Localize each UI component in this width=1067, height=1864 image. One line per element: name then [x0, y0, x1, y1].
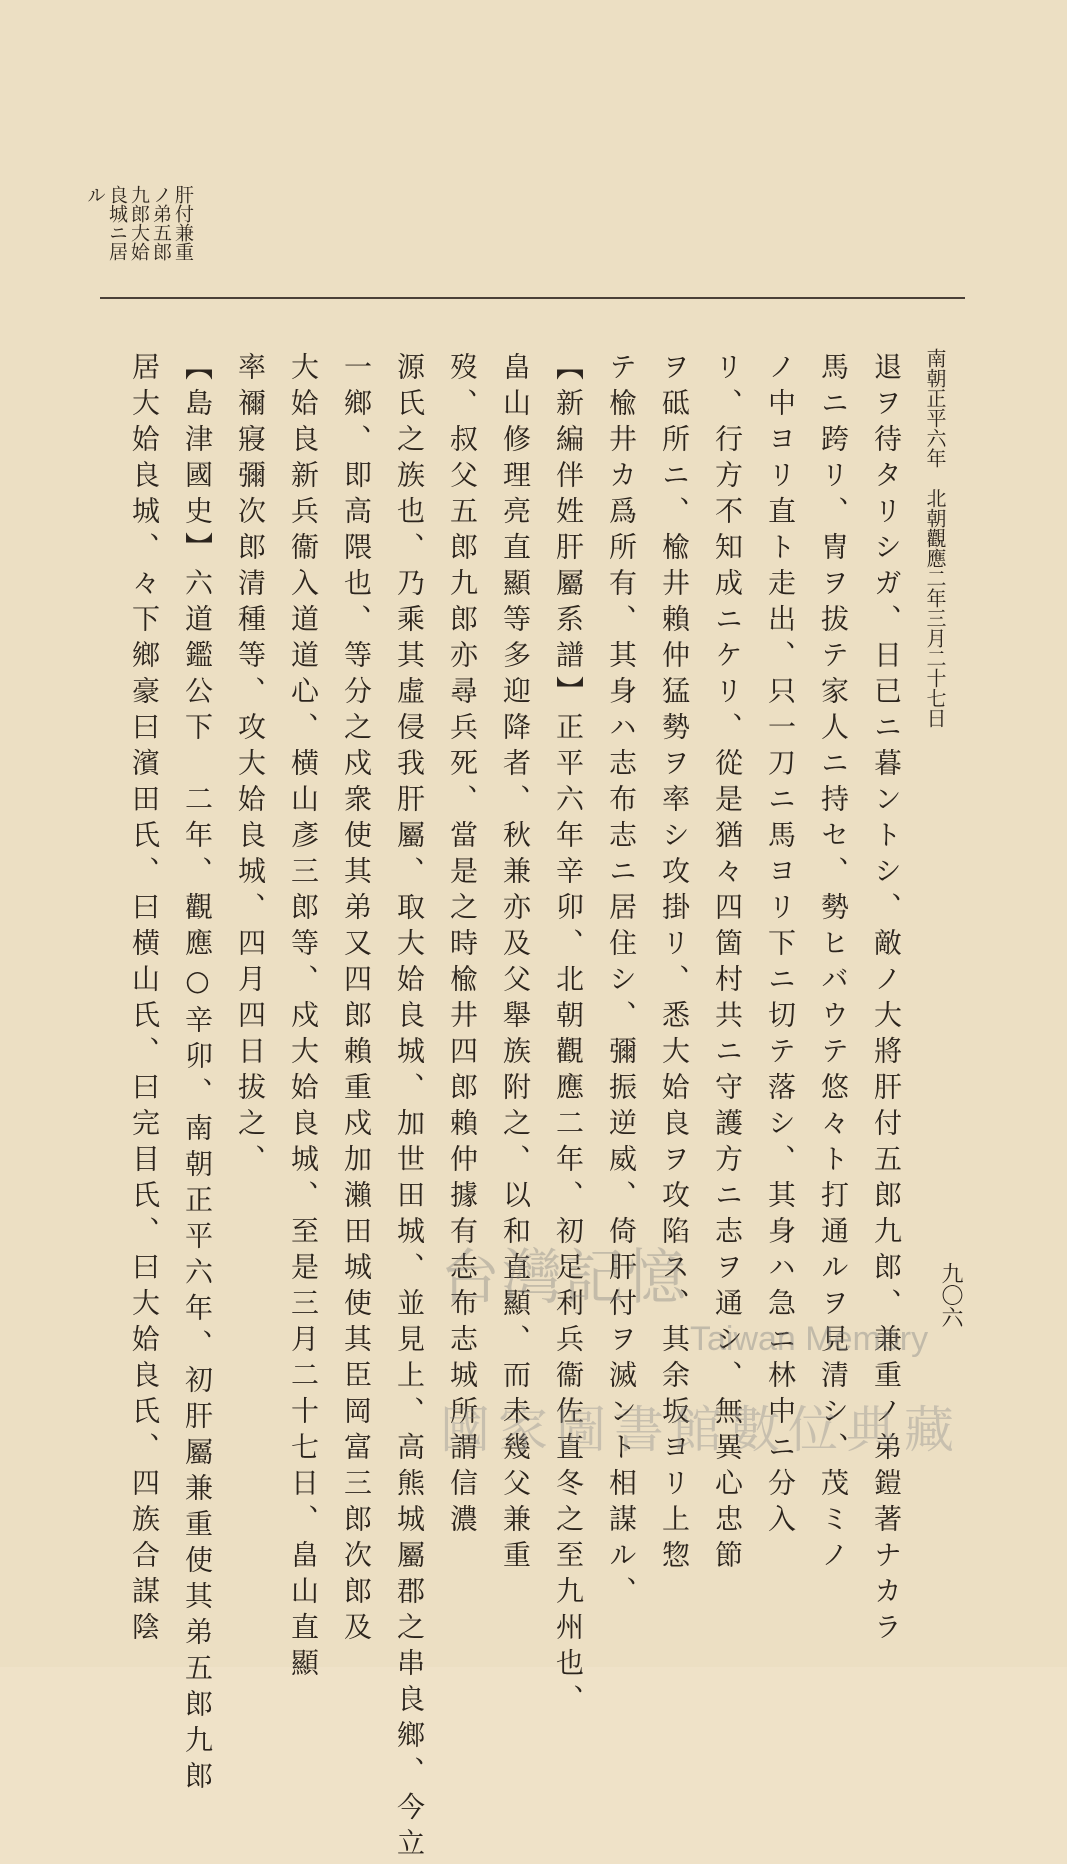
watermark-text: Taiwan Memory	[690, 1320, 929, 1358]
text-column: 居大姶良城、々下鄉豪曰濱田氏、曰横山氏、曰完目氏、曰大姶良氏、四族合謀陰	[128, 352, 161, 1648]
margin-note-line: 九郎大姶	[128, 185, 150, 261]
margin-note-line: 良城ニ居	[106, 185, 128, 261]
text-column: 歿、叔父五郎九郎亦尋兵死、當是之時楡井四郎賴仲據有志布志城所謂信濃	[446, 352, 479, 1540]
text-column: 【新編伴姓肝屬系譜】正平六年辛卯、北朝觀應二年、初足利兵衞佐直冬之至九州也、	[552, 352, 585, 1720]
text-column: テ楡井カ爲所有、其身ハ志布志ニ居住シ、彌振逆威、倚肝付ヲ滅ント相謀ル、	[605, 352, 638, 1612]
running-head: 南朝正平六年 北朝觀應二年三月二十七日	[923, 348, 947, 728]
page-number: 九〇六	[938, 1262, 963, 1328]
header-rule	[100, 297, 965, 299]
text-column: ノ中ヨリ直ト走出、只一刀ニ馬ヨリ下ニ切テ落シ、其身ハ急ニ林中ニ分入	[764, 352, 797, 1540]
text-column: 大姶良新兵衞入道道心、横山彥三郎等、戍大姶良城、至是三月二十七日、畠山直顯	[287, 352, 320, 1684]
text-column: リ、行方不知成ニケリ、從是猶々四箇村共ニ守護方ニ志ヲ通シ、無異心忠節	[711, 352, 744, 1576]
text-column: 【島津國史】六道鑑公下 二年、觀應○辛卯、南朝正平六年、初肝屬兼重使其弟五郎九郎	[181, 352, 214, 1797]
text-column: 退ヲ待タリシガ、日已ニ暮ントシ、敵ノ大將肝付五郎九郎、兼重ノ弟鎧著ナカラ	[870, 352, 903, 1648]
text-column: 馬ニ跨リ、冑ヲ拔テ家人ニ持セ、勢ヒバウテ悠々ト打通ルヲ見清シ、茂ミノ	[817, 352, 850, 1576]
watermark-text: 國家圖書館數位典藏	[440, 1401, 962, 1459]
text-column: 率禰寢彌次郎清種等、攻大姶良城、四月四日拔之、	[234, 352, 267, 1180]
watermark-text: 台灣記憶	[440, 1243, 688, 1313]
margin-note-line: 肝付兼重	[172, 185, 194, 261]
margin-note-line: ル	[84, 185, 106, 204]
margin-note-line: ノ弟五郎	[150, 185, 172, 261]
text-column: 畠山修理亮直顯等多迎降者、秋兼亦及父舉族附之、以和直顯、而未幾父兼重	[499, 352, 532, 1576]
text-column: 源氏之族也、乃乘其虛侵我肝屬、取大姶良城、加世田城、並見上、高熊城屬郡之串良鄉、今立	[393, 352, 426, 1864]
text-column: 一鄉、即高隈也、等分之戍衆使其弟又四郎賴重戍加瀨田城使其臣岡富三郎次郎及	[340, 352, 373, 1648]
text-column: ヲ砥所ニ、楡井賴仲猛勢ヲ率シ攻掛リ、悉大姶良ヲ攻陷ス、其余坂ヨリ上惣	[658, 352, 691, 1576]
